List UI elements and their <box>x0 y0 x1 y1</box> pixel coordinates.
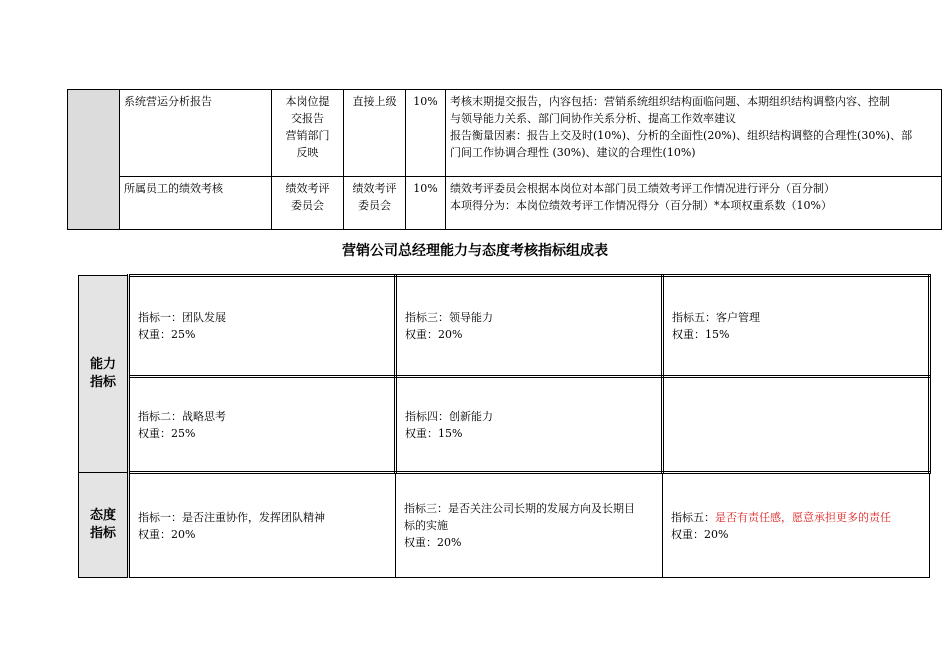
competency-table <box>78 274 931 578</box>
table-row <box>68 177 942 230</box>
description-cell: 考核末期提交报告，内容包括：营销系统组织结构面临问题、本期组织结构调整内容、控制 与领导能力关系、部门间协作关系分析、提高工作效率建议 报告衡量因素：报告上交及时(10%)、分析的全面性(20%)、组织结构调整的合理性(30%)、部 门间工作协调合理性 (30%)、建议的合理性(10%) <box>446 90 942 177</box>
table-row <box>79 473 930 578</box>
empty-cell <box>663 377 930 473</box>
highlighted-text: 是否有责任感，愿意承担更多的责任 <box>715 510 891 524</box>
kpi-table <box>67 89 942 230</box>
description-cell: 绩效考评委员会根据本岗位对本部门员工绩效考评工作情况进行评分（百分制） 本项得分为：本岗位绩效考评工作情况得分（百分制）*本项权重系数（10%） <box>446 177 942 230</box>
page-title: 营销公司总经理能力与态度考核指标组成表 <box>342 243 608 259</box>
divider <box>118 229 942 230</box>
evaluator-cell: 直接上级 <box>344 90 406 177</box>
ability-label: 能力 指标 <box>79 276 129 473</box>
item-cell: 所属员工的绩效考核 <box>120 177 272 230</box>
item-cell: 系统营运分析报告 <box>120 90 272 177</box>
indicator-prefix: 指标五： <box>671 510 715 524</box>
table-row <box>79 276 930 377</box>
indicator-cell: 指标一：是否注重协作，发挥团队精神 权重：20% <box>129 473 396 578</box>
weight-cell: 10% <box>406 177 446 230</box>
indicator-cell: 指标五：客户管理 权重：15% <box>663 276 930 377</box>
indicator-cell: 指标二：战略思考 权重：25% <box>129 377 396 473</box>
source-cell: 绩效考评 委员会 <box>272 177 344 230</box>
indicator-cell: 指标三：是否关注公司长期的发展方向及长期目 标的实施 权重：20% <box>396 473 663 578</box>
source-cell: 本岗位提 交报告 营销部门 反映 <box>272 90 344 177</box>
table-row <box>79 377 930 473</box>
table-row <box>68 90 942 177</box>
attitude-label: 态度 指标 <box>79 473 129 578</box>
indicator-cell: 指标五：是否有责任感，愿意承担更多的责任 权重：20% <box>663 473 930 578</box>
evaluator-cell: 绩效考评 委员会 <box>344 177 406 230</box>
category-cell <box>68 90 120 230</box>
indicator-cell: 指标四：创新能力 权重：15% <box>396 377 663 473</box>
weight-cell: 10% <box>406 90 446 177</box>
indicator-cell: 指标一：团队发展 权重：25% <box>129 276 396 377</box>
indicator-cell: 指标三：领导能力 权重：20% <box>396 276 663 377</box>
